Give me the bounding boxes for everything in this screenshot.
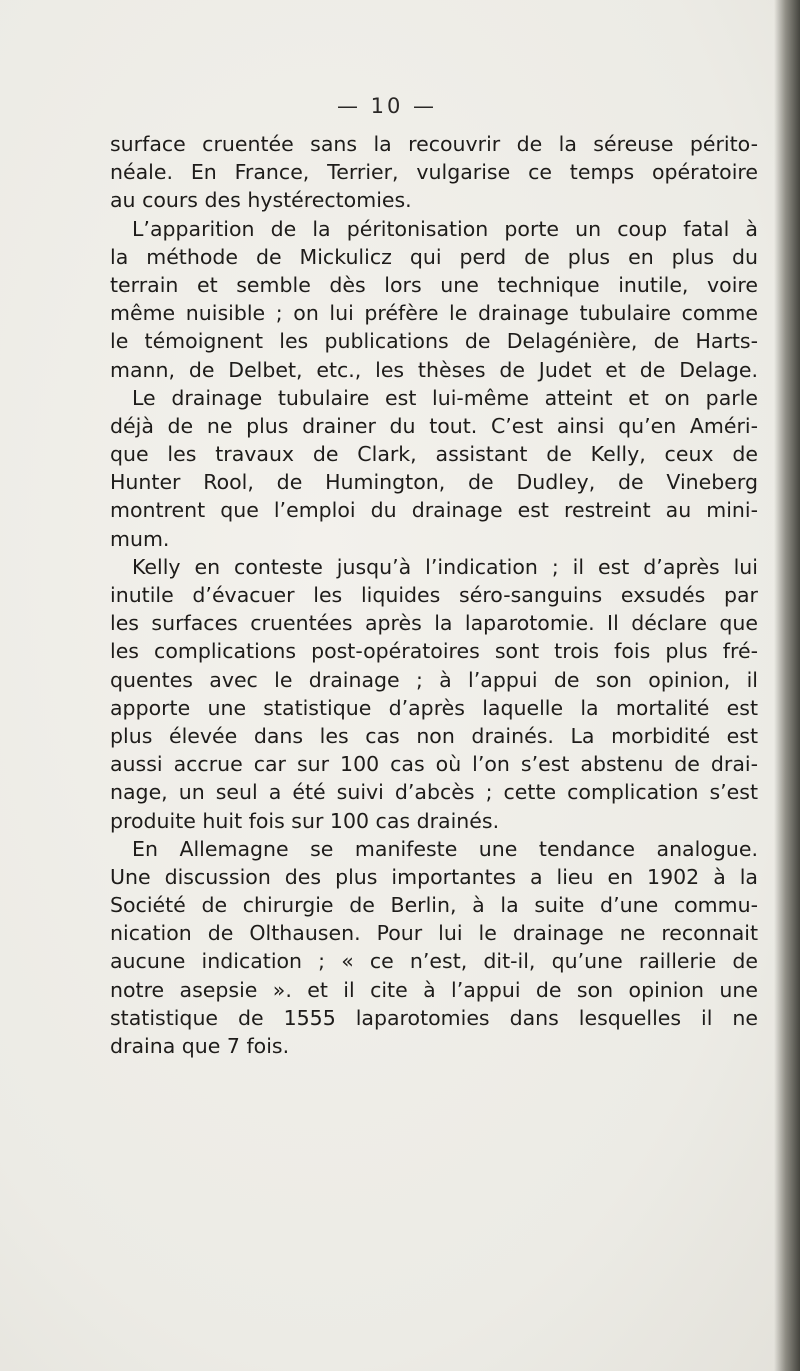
text-line: les complications post-opératoires sont trois fois plus fré-: [110, 639, 758, 664]
text-line: Société de chirurgie de Berlin, à la suite d’une commu-: [110, 893, 758, 918]
page-number: — 10 —: [336, 94, 438, 118]
text-line: Hunter Rool, de Humington, de Dudley, de Vineberg: [110, 470, 758, 495]
text-line: nage, un seul a été suivi d’abcès ; cette complication s’est: [110, 780, 758, 805]
text-line: mum.: [110, 526, 170, 551]
text-line: les surfaces cruentées après la laparotomie. Il déclare que: [110, 611, 758, 636]
text-line: aussi accrue car sur 100 cas où l’on s’est abstenu de drai-: [110, 752, 758, 777]
page-edge-shadow: [774, 0, 800, 1371]
text-line: Kelly en conteste jusqu’à l’indication ; il est d’après lui: [132, 554, 758, 579]
text-line: la méthode de Mickulicz qui perd de plus en plus du: [110, 244, 758, 269]
text-line: apporte une statistique d’après laquelle la mortalité est: [110, 695, 758, 720]
text-line: montrent que l’emploi du drainage est restreint au mini-: [110, 498, 758, 523]
text-line: Le drainage tubulaire est lui-même atteint et on parle: [132, 385, 758, 410]
text-line: au cours des hystérectomies.: [110, 188, 412, 213]
text-line: notre asepsie ». et il cite à l’appui de son opinion une: [110, 977, 758, 1002]
text-line: aucune indication ; « ce n’est, dit-il, qu’une raillerie de: [110, 949, 758, 974]
text-line: surface cruentée sans la recouvrir de la séreuse périto-: [110, 132, 758, 156]
text-line: Une discussion des plus importantes a lieu en 1902 à la: [110, 864, 758, 889]
text-line: L’apparition de la péritonisation porte un coup fatal à: [132, 216, 758, 241]
text-line: terrain et semble dès lors une technique inutile, voire: [110, 272, 758, 297]
text-line: inutile d’évacuer les liquides séro-sanguins exsudés par: [110, 583, 758, 607]
text-line: plus élevée dans les cas non drainés. La morbidité est: [110, 723, 758, 748]
text-line: nication de Olthausen. Pour lui le drainage ne reconnait: [110, 921, 758, 946]
body-text: [110, 130, 758, 1060]
text-line: quentes avec le drainage ; à l’appui de son opinion, il: [110, 667, 758, 692]
text-line: En Allemagne se manifeste une tendance analogue.: [132, 836, 758, 861]
text-line: même nuisible ; on lui préfère le drainage tubulaire comme: [110, 301, 758, 326]
text-line: néale. En France, Terrier, vulgarise ce temps opératoire: [110, 160, 758, 185]
text-line: déjà de ne plus drainer du tout. C’est ainsi qu’en Améri-: [110, 413, 758, 438]
text-line: le témoignent les publications de Delagénière, de Harts-: [110, 329, 758, 354]
text-line: draina que 7 fois.: [110, 1034, 290, 1058]
text-line: mann, de Delbet, etc., les thèses de Judet et de Delage.: [110, 357, 758, 382]
text-line: que les travaux de Clark, assistant de Kelly, ceux de: [110, 442, 758, 467]
text-line: produite huit fois sur 100 cas drainés.: [110, 808, 500, 833]
text-line: statistique de 1555 laparotomies dans lesquelles il ne: [110, 1005, 758, 1030]
